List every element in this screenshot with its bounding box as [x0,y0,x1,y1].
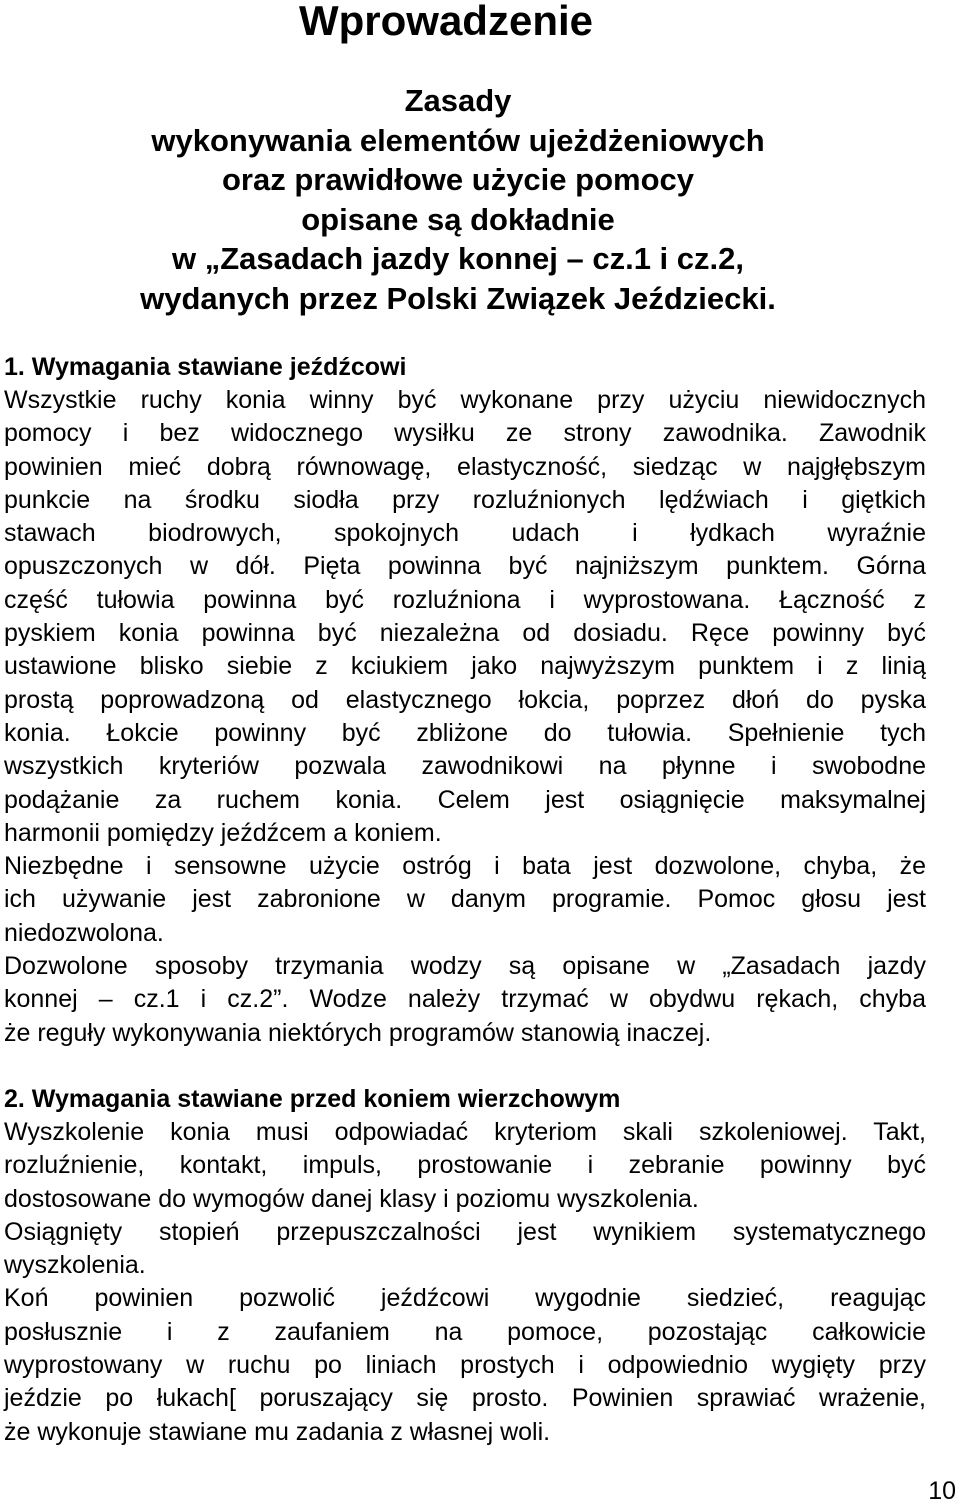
intro-line: opisane są dokładnie [301,201,615,237]
text-line: dostosowane do wymogów danej klasy i poziomu wyszkolenia. [4,1184,699,1213]
text-line: wyszkolenia. [4,1251,146,1280]
intro-block [0,81,916,319]
text-line: prostą poprowadzoną od elastycznego łokcia, poprzez dłoń do pyska [4,685,926,714]
section-body [4,1116,926,1449]
text-line: podążanie za ruchem konia. Celem jest osiągnięcie maksymalnej [4,785,926,814]
text-line: niedozwolona. [4,918,164,947]
section-horse-requirements [4,1083,926,1449]
section-heading: 2. Wymagania stawiane przed koniem wierzchowym [4,1085,621,1113]
text-line: konnej – cz.1 i cz.2”. Wodze należy trzymać w obydwu rękach, chyba [4,985,926,1014]
text-line: wszystkich kryteriów pozwala zawodnikowi na płynne i swobodne [4,752,926,781]
text-line: pomocy i bez widocznego wysiłku ze strony zawodnika. Zawodnik [4,419,926,448]
text-line: Koń powinien pozwolić jeźdźcowi wygodnie siedzieć, reagując [4,1284,926,1313]
text-line: że wykonuje stawiane mu zadania z własnej woli. [4,1417,551,1446]
text-line: część tułowia powinna być rozluźniona i wyprostowana. Łączność z [4,585,926,614]
intro-line: wykonywania elementów ujeżdżeniowych [151,122,765,158]
text-line: Dozwolone sposoby trzymania wodzy są opisane w „Zasadach jazdy [4,952,926,981]
text-line: wyprostowany w ruchu po liniach prostych i odpowiednio wygięty przy [4,1351,926,1380]
text-line: Wszystkie ruchy konia winny być wykonane przy użyciu niewidocznych [4,386,926,414]
text-line: konia. Łokcie powinny być zbliżone do tułowia. Spełnienie tych [4,718,926,747]
text-line: Niezbędne i sensowne użycie ostróg i bata jest dozwolone, chyba, że [4,852,926,881]
text-line: rozluźnienie, kontakt, impuls, prostowanie i zebranie powinny być [4,1151,926,1180]
text-line: harmonii pomiędzy jeźdźcem a koniem. [4,818,442,847]
intro-line: w „Zasadach jazdy konnej – cz.1 i cz.2, [171,241,744,277]
text-line: Wyszkolenie konia musi odpowiadać kryteriom skali szkoleniowej. Takt, [4,1118,926,1146]
text-line: powinien mieć dobrą równowagę, elastyczność, siedząc w najgłębszym [4,452,926,481]
section-body [4,384,926,1050]
intro-line: Zasady [404,83,512,118]
intro-line: oraz prawidłowe użycie pomocy [221,162,694,198]
intro-line: wydanych przez Polski Związek Jeździecki. [140,280,776,316]
section-rider-requirements [4,351,926,1050]
text-line: posłusznie i z zaufaniem na pomoce, pozostając całkowicie [4,1317,926,1346]
page-title: Wprowadzenie [298,0,594,44]
text-line: punkcie na środku siodła przy rozluźnionych lędźwiach i giętkich [4,485,926,514]
page-number: 10 [928,1477,956,1505]
text-line: ich używanie jest zabronione w danym programie. Pomoc głosu jest [4,885,926,914]
text-line: jeździe po łukach[ poruszający się prosto. Powinien sprawiać wrażenie, [4,1384,926,1413]
text-line: pyskiem konia powinna być niezależna od dosiadu. Ręce powinny być [4,619,926,648]
text-line: że reguły wykonywania niektórych programów stanowią inaczej. [4,1018,712,1047]
text-line: stawach biodrowych, spokojnych udach i łydkach wyraźnie [4,519,926,548]
text-line: Osiągnięty stopień przepuszczalności jest wynikiem systematycznego [4,1217,926,1246]
text-line: opuszczonych w dół. Pięta powinna być najniższym punktem. Górna [4,552,926,581]
text-line: ustawione blisko siebie z kciukiem jako najwyższym punktem i z linią [4,652,926,681]
section-heading: 1. Wymagania stawiane jeźdźcowi [4,353,407,381]
